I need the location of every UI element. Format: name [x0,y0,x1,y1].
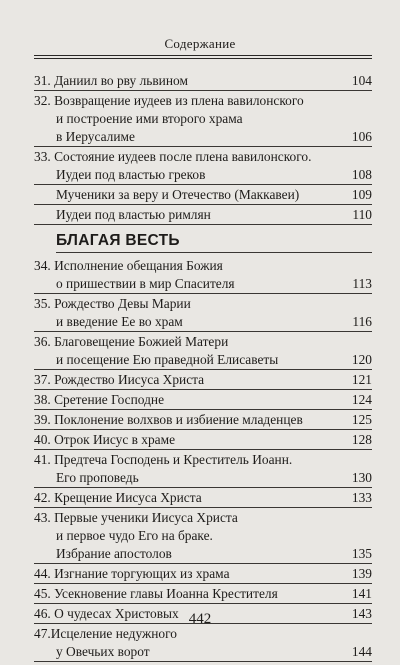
toc-entry[interactable] [34,333,372,370]
toc-entry[interactable] [34,431,372,450]
toc-entry-title-line: 32. Возвращение иудеев из плена вавилонского [34,93,304,108]
toc-entry-last-line [34,351,372,370]
toc-entry-title-line: и посещение Ею праведной Елисаветы [56,352,279,367]
toc-entry[interactable] [34,257,372,294]
toc-page-number: 141 [351,586,372,601]
toc-entry[interactable] [34,585,372,604]
toc-page-number: 106 [351,129,372,144]
toc-entry[interactable] [34,371,372,390]
toc-entry[interactable] [34,206,372,225]
toc-entry-title-line: Иудеи под властью греков [56,167,206,182]
toc-page-number: 121 [351,372,372,387]
toc-entry-title-line: Его проповедь [56,470,139,485]
toc-entry-title-line: Мученики за веру и Отечество (Маккавеи) [56,187,300,202]
toc-entry-title-line: 43. Первые ученики Иисуса Христа [34,510,238,525]
toc-entry-title-line: у Овечьих ворот [56,644,150,659]
toc-entry-title-line: 41. Предтеча Господень и Креститель Иоанн. [34,452,293,467]
toc-entry-last-line [34,275,372,294]
toc-entry[interactable] [34,509,372,564]
toc-entry-last-line [34,371,372,390]
toc-entry-last-line [34,545,372,564]
toc-page-number: 120 [351,352,372,367]
toc-entry-title-line: и введение Ее во храм [56,314,183,329]
toc-page-number: 108 [351,167,372,182]
toc-entries-after [34,257,372,662]
toc-entry-last-line [34,206,372,225]
toc-entry[interactable] [34,295,372,332]
toc-entry[interactable] [34,92,372,147]
toc-page-number: 133 [351,490,372,505]
toc-entry[interactable] [34,148,372,185]
section-heading: БЛАГАЯ ВЕСТЬ [56,232,372,253]
toc-entry-last-line [34,469,372,488]
toc-entry-last-line [34,489,372,508]
toc-page-number: 113 [352,276,372,291]
toc-page-number: 143 [351,606,372,621]
toc-page-number: 116 [352,314,372,329]
toc-page-number: 135 [351,546,372,561]
toc-entry-last-line [34,391,372,410]
toc-entry-title-line: 31. Даниил во рву львином [34,73,188,88]
toc-entry-last-line [34,186,372,205]
toc-page-number: 144 [351,644,372,659]
toc-entry-title-line: 38. Сретение Господне [34,392,165,407]
toc-entry[interactable] [34,451,372,488]
page-number: 442 [188,611,212,627]
header-rule [34,58,372,59]
toc-entry-title-line: 35. Рождество Девы Марии [34,296,191,311]
table-of-contents [34,72,372,663]
toc-entry[interactable] [34,72,372,91]
toc-entry-title-line: 36. Благовещение Божией Матери [34,334,229,349]
running-head: Содержание [164,36,236,51]
toc-entry-title-line: о пришествии в мир Спасителя [56,276,235,291]
toc-page-number: 125 [351,412,372,427]
toc-entry-last-line [34,643,372,662]
toc-entry-last-line [34,313,372,332]
toc-entry-title-line: 33. Состояние иудеев после плена вавилонского. [34,149,312,164]
toc-entry-last-line [34,411,372,430]
toc-page-number: 139 [351,566,372,581]
toc-page-number: 110 [352,207,372,222]
toc-entry-last-line [34,166,372,185]
toc-entry[interactable] [34,411,372,430]
toc-entry-title-line: в Иерусалиме [56,129,135,144]
toc-entry-last-line [34,72,372,91]
toc-entry[interactable] [34,489,372,508]
toc-entry-title-line: Иудеи под властью римлян [56,207,211,222]
toc-page-number: 109 [351,187,372,202]
toc-entry-title-line: 47.Исцеление недужного [34,626,177,641]
toc-entry-title-line: 45. Усекновение главы Иоанна Крестителя [34,586,278,601]
toc-entry-title-line: 46. О чудесах Христовых [34,606,179,621]
toc-entry-title-line: и построение ими второго храма [56,111,243,126]
toc-entry-title-line: 42. Крещение Иисуса Христа [34,490,202,505]
toc-page-number: 128 [351,432,372,447]
toc-page-number: 130 [351,470,372,485]
toc-entry-last-line [34,565,372,584]
toc-entry-title-line: и первое чудо Его на браке. [56,528,213,543]
toc-entry-title-line: 40. Отрок Иисус в храме [34,432,176,447]
toc-entry-title-line: Избрание апостолов [56,546,172,561]
toc-entry[interactable] [34,391,372,410]
toc-entry-title-line: 37. Рождество Иисуса Христа [34,372,205,387]
toc-entry-title-line: 44. Изгнание торгующих из храма [34,566,230,581]
toc-entry[interactable] [34,186,372,205]
toc-page-number: 124 [351,392,372,407]
header-rule [34,55,372,56]
toc-page-number: 104 [351,73,372,88]
toc-entry-last-line [34,128,372,147]
toc-entry-title-line: 39. Поклонение волхвов и избиение младенцев [34,412,303,427]
toc-entry[interactable] [34,565,372,584]
toc-entry[interactable] [34,625,372,662]
toc-entry-last-line [34,585,372,604]
toc-entries-before [34,72,372,225]
toc-entry-last-line [34,431,372,450]
toc-entry-title-line: 34. Исполнение обещания Божия [34,258,223,273]
